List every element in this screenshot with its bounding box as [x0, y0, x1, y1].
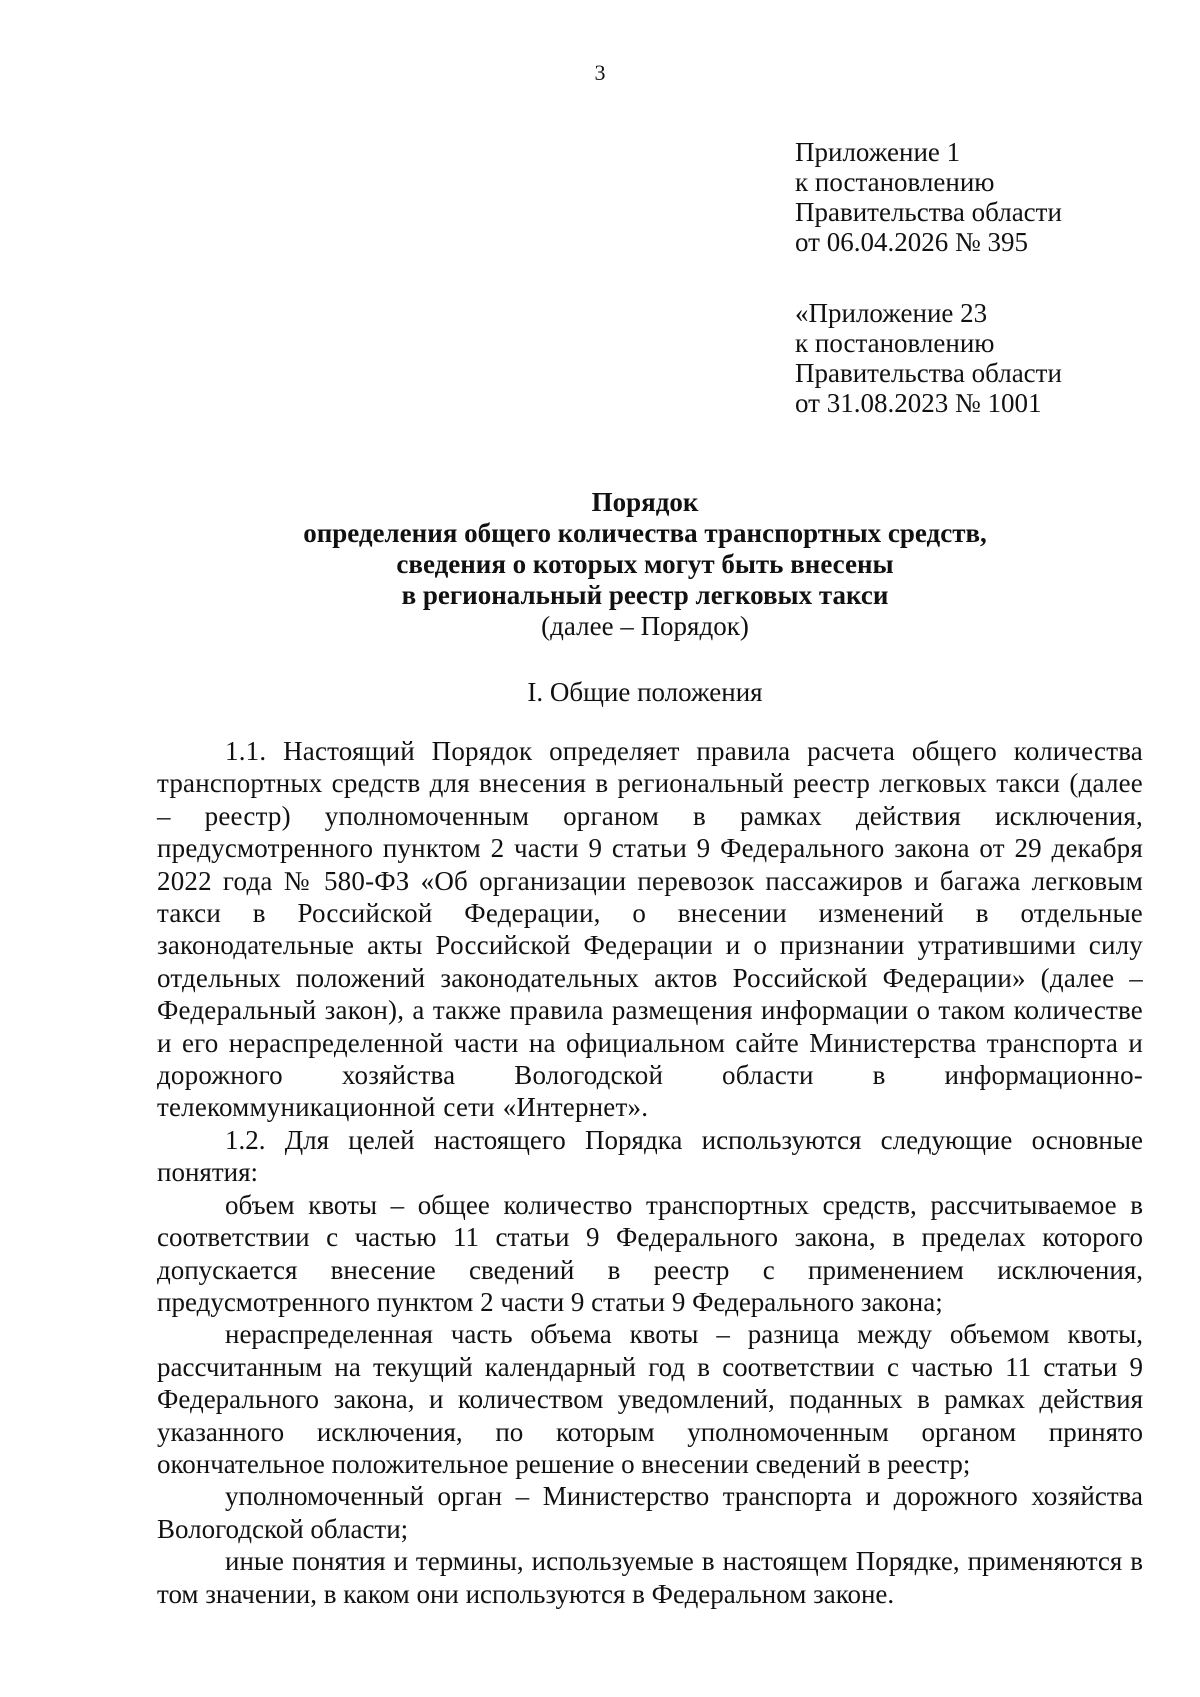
paragraph-1-2: 1.2. Для целей настоящего Порядка используются следующие основные понятия: — [157, 1124, 1143, 1188]
title-line: в региональный реестр легковых такси — [401, 580, 889, 610]
section-heading: I. Общие положения — [527, 677, 763, 707]
appendix-23-header — [795, 298, 1062, 418]
definition-authority: уполномоченный орган – Министерство транспорта и дорожного хозяйства Вологодской области; — [157, 1481, 1143, 1544]
appendix-23-line: Правительства области — [795, 358, 1062, 388]
appendix-23-line: «Приложение 23 — [795, 298, 988, 328]
paragraph-1-1: 1.1. Настоящий Порядок определяет правила расчета общего количества транспортных средств для внесения в региональный реестр легковых такси (далее – реестр) уполномоченным органом в рамках действия исключения, предусмотренного пунктом 2 части 9 статьи 9 Федерального закона от 29 декабря 2022 года № 580-ФЗ «Об организации перевозок пассажиров и багажа легковым такси в Российской Федерации, о внесении изменений в отдельные законодательные акты Российской Федерации и о признании утратившими силу отдельных положений законодательных актов Российской Федерации» (далее – Федеральный закон), а также правила размещения информации о таком количестве и его нераспределенной части на официальном сайте Министерства транспорта и дорожного хозяйства Вологодской области в информационно-телекоммуникационной сети «Интернет». — [157, 736, 1143, 1123]
appendix-1-line: Правительства области — [795, 197, 1062, 227]
appendix-23-line: от 31.08.2023 № 1001 — [795, 388, 1042, 418]
appendix-1-line: от 06.04.2026 № 395 — [795, 227, 1028, 257]
appendix-23-line: к постановлению — [795, 328, 995, 358]
definition-other: иные понятия и термины, используемые в настоящем Порядке, применяются в том значении, в каком они используются в Федеральном законе. — [157, 1546, 1143, 1609]
document-title — [0, 487, 1200, 642]
title-line: Порядок — [591, 487, 699, 517]
appendix-1-line: Приложение 1 — [795, 137, 961, 167]
title-subline: (далее – Порядок) — [541, 611, 749, 641]
title-line: сведения о которых могут быть внесены — [396, 549, 894, 579]
appendix-1-line: к постановлению — [795, 167, 995, 197]
appendix-1-header — [795, 137, 1062, 257]
document-body — [157, 735, 1143, 1610]
definition-quota: объем квоты – общее количество транспортных средств, рассчитываемое в соответствии с частью 11 статьи 9 Федерального закона, в пределах которого допускается внесение сведений в реестр с применением исключения, предусмотренного пунктом 2 части 9 статьи 9 Федерального закона; — [157, 1189, 1143, 1317]
title-line: определения общего количества транспортных средств, — [303, 518, 987, 548]
page-number: 3 — [594, 60, 606, 85]
definition-unallocated: нераспределенная часть объема квоты – разница между объемом квоты, рассчитанным на текущий календарный год в соответствии с частью 11 статьи 9 Федерального закона, и количеством уведомлений, поданных в рамках действия указанного исключения, по которым уполномоченным органом принято окончательное положительное решение о внесении сведений в реестр; — [157, 1319, 1143, 1479]
